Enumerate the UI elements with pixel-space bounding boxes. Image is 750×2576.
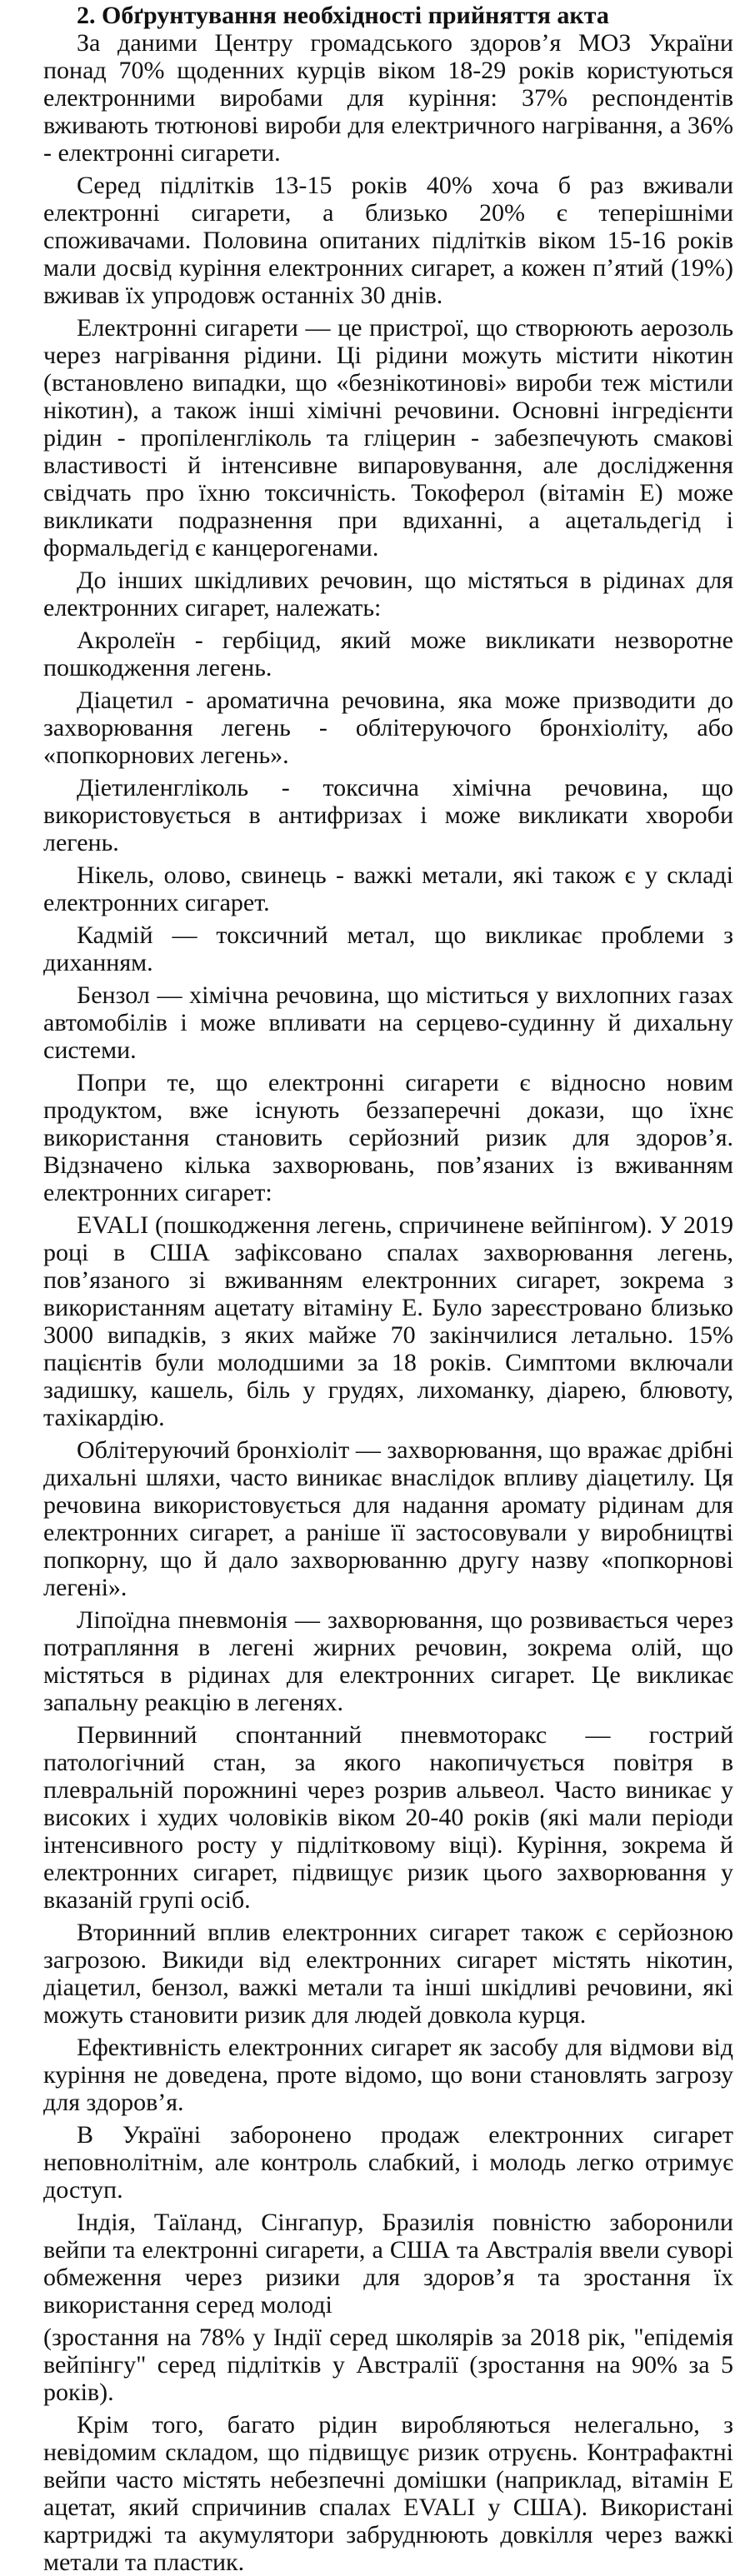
paragraph-diethylene-glycol: Діетиленгліколь - токсична хімічна речовина, що використовується в антифризах і може викликати хвороби легень. [43, 774, 733, 856]
paragraph-pneumothorax: Первинний спонтанний пневмоторакс — гострий патологічний стан, за якого накопичується повітря в плевральній порожнині через розрив альвеол. Часто виникає у високих і худих чоловіків віком 20-40 років (які мали періоди інтенсивного росту у підлітковому віці). Куріння, зокрема й електронних сигарет, підвищує ризик цього захворювання у вказаній групі осіб. [43, 1721, 733, 1914]
paragraph-diacetyl: Діацетил - ароматична речовина, яка може призводити до захворювання легень - облітеруючого бронхіоліту, або «попкорнових легень». [43, 686, 733, 769]
paragraph-illegal-liquids: Крім того, багато рідин виробляються нелегально, з невідомим складом, що підвищує ризик отруєнь. Контрафактні вейпи часто містять небезпечні домішки (наприклад, вітамін Е ацетат, який спричинив спалах EVALI у США). Використані картриджі та акумулятори забруднюють довкілля через важкі метали та пластик. [43, 2411, 733, 2576]
section-heading: 2. Обґрунтування необхідності прийняття акта [77, 2, 609, 29]
paragraph-cessation: Ефективність електронних сигарет як засобу для відмови від куріння не доведена, проте відомо, що вони становлять загрозу для здоров’я. [43, 2034, 733, 2116]
paragraph-acrolein: Акролеїн - гербіцид, який може викликати незворотне пошкодження легень. [43, 627, 733, 681]
paragraph-statistics-teens: Серед підлітків 13-15 років 40% хоча б раз вживали електронні сигарети, а близько 20% є теперішніми споживачами. Половина опитаних підлітків віком 15-16 років мали досвід куріння електронних сигарет, а кожен п’ятий (19%) вживав їх упродовж останніх 30 днів. [43, 172, 733, 309]
paragraph-harmful-intro: До інших шкідливих речовин, що містяться в рідинах для електронних сигарет, належать: [43, 567, 733, 622]
paragraph-benzene: Бензол — хімічна речовина, що міститься у вихлопних газах автомобілів і може впливати на серцево-судинну й дихальну системи. [43, 981, 733, 1064]
paragraph-health-risks: Попри те, що електронні сигарети є відносно новим продуктом, вже існують беззаперечні докази, що їхнє використання становить серйозний ризик для здоров’я. Відзначено кілька захворювань, пов’язаних із вживанням електронних сигарет: [43, 1069, 733, 1206]
paragraph-device-definition: Електронні сигарети — це пристрої, що створюють аерозоль через нагрівання рідини. Ці рідини можуть містити нікотин (встановлено випадки, що «безнікотинові» вироби теж містили нікотин), а також інші хімічні речовини. Основні інгредієнти рідин - пропіленгліколь та гліцерин - забезпечують смакові властивості й інтенсивне випаровування, але дослідження свідчать про їхню токсичність. Токоферол (вітамін Е) може викликати подразнення при вдиханні, а ацетальдегід і формальдегід є канцерогенами. [43, 314, 733, 562]
paragraph-statistics-adults: За даними Центру громадського здоров’я МОЗ України понад 70% щоденних курців віком 18-29 років користуються електронними виробами для куріння: 37% респондентів вживають тютюнові вироби для електричного нагрівання, а 36% - електронні сигарети. [43, 29, 733, 167]
paragraph-international-bans: Індія, Таїланд, Сінгапур, Бразилія повністю заборонили вейпи та електронні сигарети, а США та Австралія ввели суворі обмеження через ризики для здоров’я та зростання їх використання серед молоді [43, 2209, 733, 2319]
paragraph-cadmium: Кадмій — токсичний метал, що викликає проблеми з диханням. [43, 921, 733, 976]
paragraph-evali: EVALI (пошкодження легень, спричинене вейпінгом). У 2019 році в США зафіксовано спалах захворювання легень, пов’язаного зі вживанням електронних сигарет, зокрема з використанням ацетату вітаміну Е. Було зареєстровано близько 3000 випадків, з яких майже 70 закінчилися летально. 15% пацієнтів були молодшими за 18 років. Симптоми включали задишку, кашель, біль у грудях, лихоманку, діарею, блювоту, тахікардію. [43, 1211, 733, 1431]
paragraph-growth-figures: (зростання на 78% у Індії серед школярів за 2018 рік, "епідемія вейпінгу" серед підлітків у Австралії (зростання на 90% за 5 років). [43, 2324, 733, 2406]
paragraph-lipoid-pneumonia: Ліпоїдна пневмонія — захворювання, що розвивається через потрапляння в легені жирних речовин, зокрема олій, що містяться в рідинах для електронних сигарет. Це викликає запальну реакцію в легенях. [43, 1606, 733, 1716]
paragraph-secondhand: Вторинний вплив електронних сигарет також є серйозною загрозою. Викиди від електронних сигарет містять нікотин, діацетил, бензол, важкі метали та інші шкідливі речовини, які можуть становити ризик для людей довкола курця. [43, 1919, 733, 2029]
paragraph-bronchiolitis: Облітеруючий бронхіоліт — захворювання, що вражає дрібні дихальні шляхи, часто виникає внаслідок впливу діацетилу. Ця речовина використовується для надання аромату рідинам для електронних сигарет, а раніше її застосовували у виробництві попкорну, що й дало захворюванню другу назву «попкорнові легені». [43, 1436, 733, 1601]
paragraph-ukraine-ban: В Україні заборонено продаж електронних сигарет неповнолітнім, але контроль слабкий, і молодь легко отримує доступ. [43, 2121, 733, 2204]
paragraph-heavy-metals: Нікель, олово, свинець - важкі метали, які також є у складі електронних сигарет. [43, 861, 733, 916]
